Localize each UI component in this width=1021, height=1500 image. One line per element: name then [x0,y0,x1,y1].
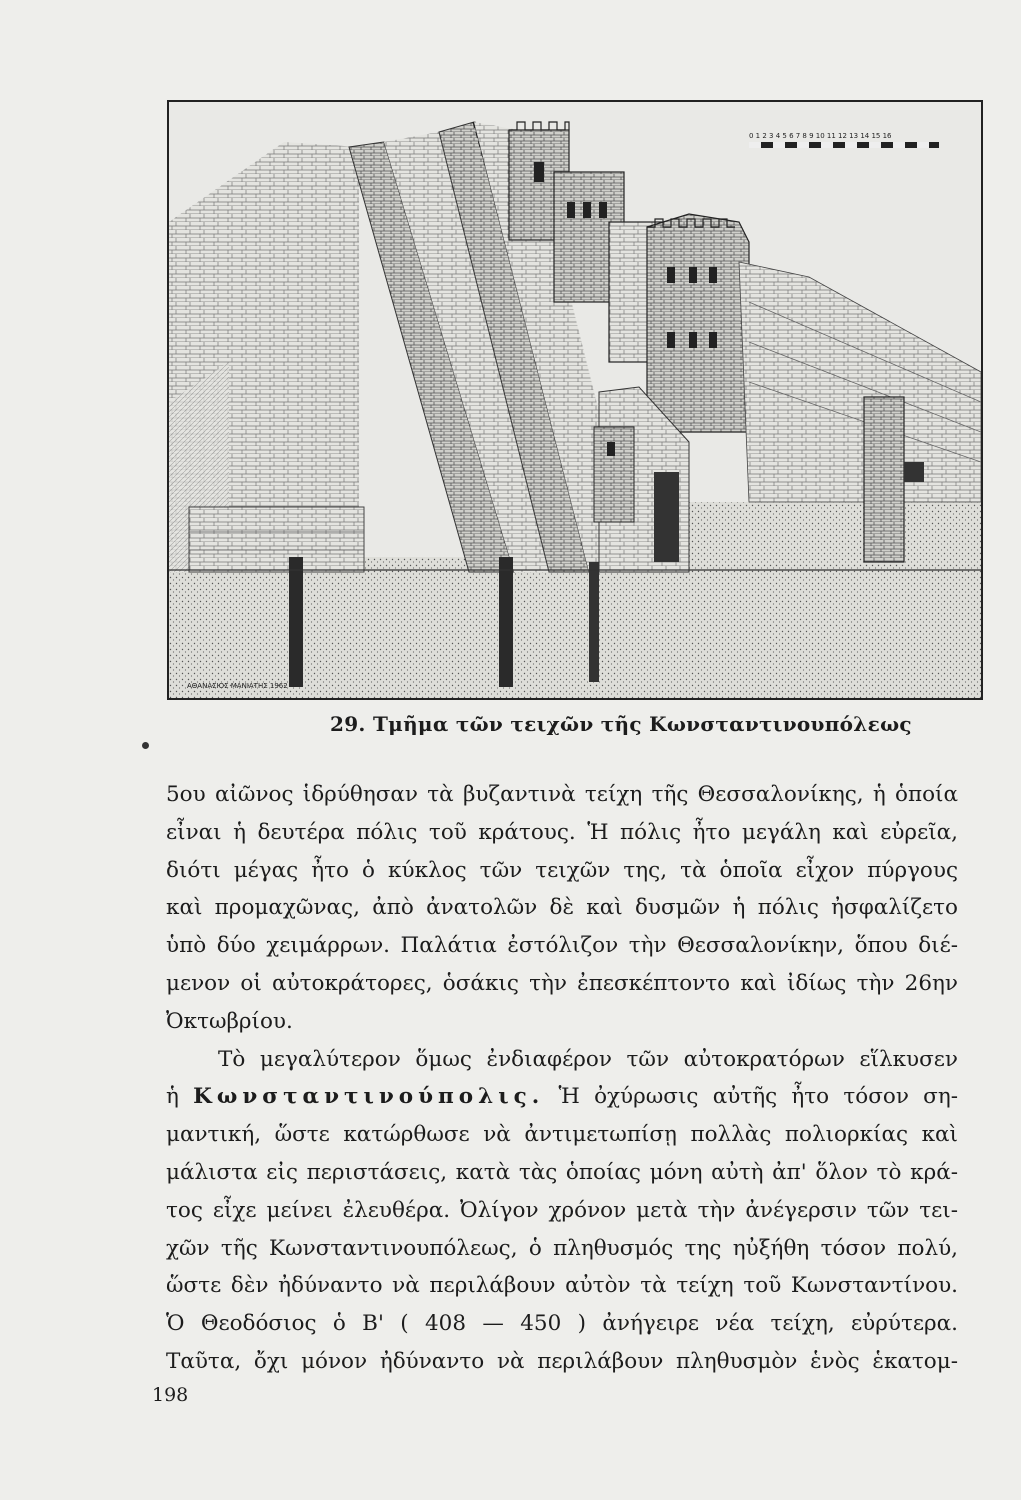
text-line: διότι μέγας ἦτο ὁ κύκλος τῶν τειχῶν της, τὰ ὁποῖα εἶχον πύργους [166,857,958,883]
text-line: μάλιστα εἰς περιστάσεις, κατὰ τὰς ὁποίας μόνη αὐτὴ ἀπ' ὅλον τὸ κρά- [166,1159,958,1185]
page-number: 198 [152,1384,189,1406]
city-name-spaced: Κωνσταντινούπολις. [193,1084,545,1110]
text-line: μενον οἱ αὐτοκράτορες, ὁσάκις τὴν ἐπεσκέπτοντο καὶ ἰδίως τὴν 26ην [166,970,958,996]
walls-drawing [169,102,981,698]
text-line: ὥστε δὲν ἠδύναντο νὰ περιλάβουν αὐτὸν τὰ τείχη τοῦ Κωνσταντίνου. [166,1273,958,1299]
artist-signature: ΑΘΑΝΑΣΙΟΣ ΜΑΝΙΑΤΗΣ 1962 [187,682,288,690]
text-line: Ὁ Θεοδόσιος ὁ Β' ( 408 — 450 ) ἀνήγειρε νέα τείχη, εὐρύτερα. [166,1311,958,1337]
city-suffix: Ἡ ὀχύρωσις αὐτῆς ἦτο τόσον ση- [544,1084,958,1110]
text-line: 5ου αἰῶνος ἱδρύθησαν τὰ βυζαντινὰ τείχη τῆς Θεσσαλονίκης, ἡ ὁποία [166,782,958,807]
text-line: μαντική, ὥστε κατώρθωσε νὰ ἀντιμετωπίσῃ πολλὰς πολιορκίας καὶ [166,1122,958,1148]
text-line: εἶναι ἡ δευτέρα πόλις τοῦ κράτους. Ἡ πόλις ἦτο μεγάλη καὶ εὐρεῖα, [166,819,958,845]
figure-number: 29. [330,712,366,736]
figure-caption-text: Τμῆμα τῶν τειχῶν τῆς Κωνσταντινουπόλεως [372,712,912,736]
text-line: χῶν τῆς Κωνσταντινουπόλεως, ὁ πληθυσμός της ηὐξήθη τόσον πολύ, [166,1235,958,1261]
scale-bar [749,132,939,148]
text-line: Ταῦτα, ὄχι μόνον ἠδύναντο νὰ περιλάβουν πληθυσμὸν ἑνὸς ἑκατομ- [166,1348,958,1374]
figure-caption [330,712,912,736]
scale-label: 0 1 2 3 4 5 6 7 8 9 10 11 12 13 14 15 16 [749,132,892,140]
text-line: καὶ προμαχῶνας, ἀπὸ ἀνατολῶν δὲ καὶ δυσμῶν ἡ πόλις ἠσφαλίζετο [166,895,958,921]
body-text [166,776,958,1381]
margin-mark [142,742,149,749]
text-line-city [166,1078,958,1116]
city-prefix: ἡ [166,1084,194,1110]
text-line: τος εἶχε μείνει ἐλευθέρα. Ὀλίγον χρόνον μετὰ τὴν ἀνέγερσιν τῶν τει- [166,1197,958,1223]
figure-illustration [167,100,983,700]
text-line: Ὀκτωβρίου. [166,1008,293,1034]
text-line: Τὸ μεγαλύτερον ὅμως ἐνδιαφέρον τῶν αὐτοκρατόρων εἵλκυσεν [218,1046,958,1072]
text-line: ὑπὸ δύο χειμάρρων. Παλάτια ἐστόλιζον τὴν Θεσσαλονίκην, ὅπου διέ- [166,933,958,959]
